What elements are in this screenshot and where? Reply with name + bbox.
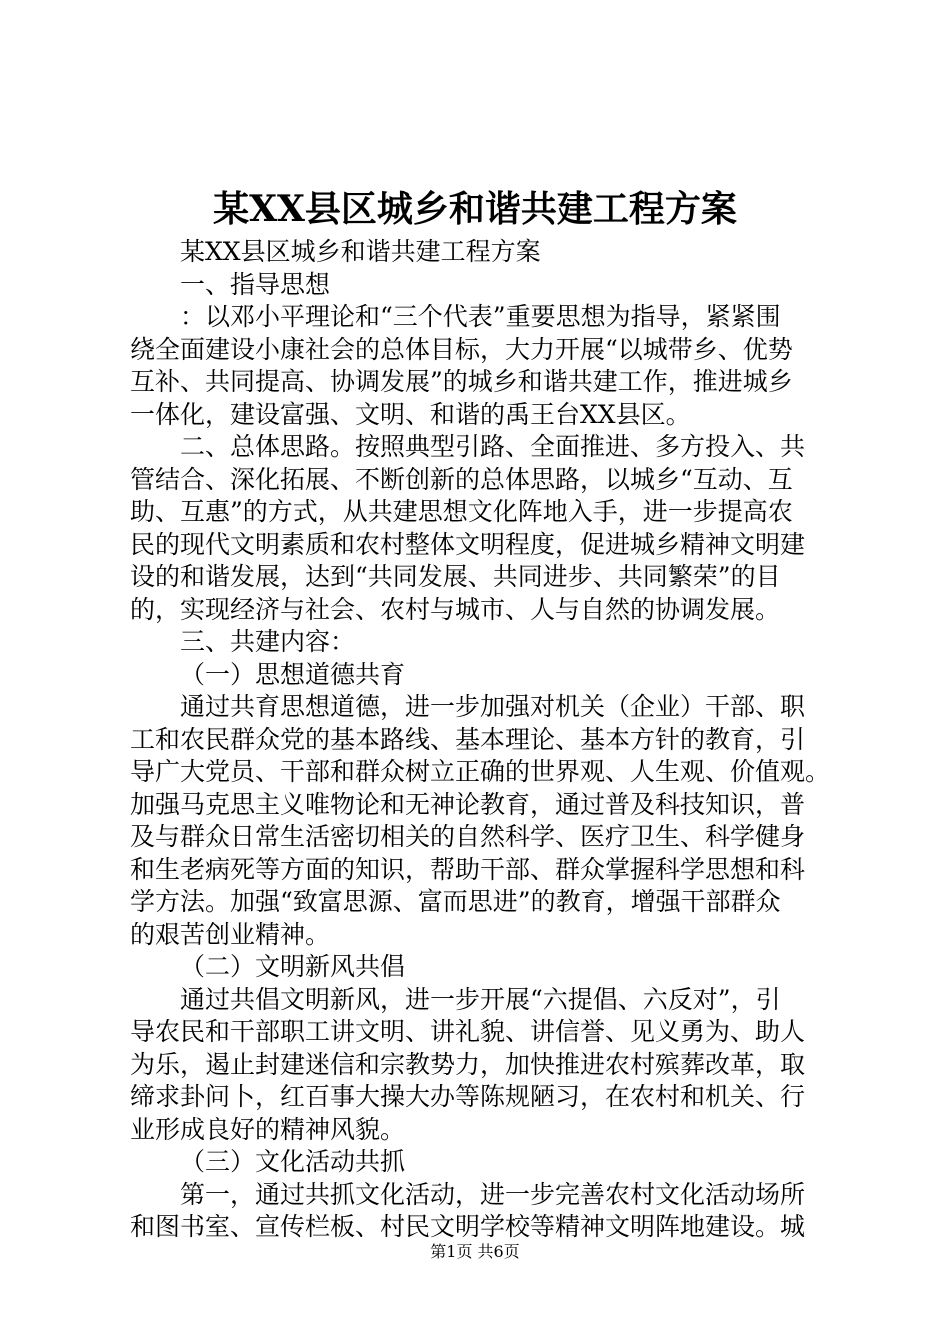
section-heading: 一、指导思想	[180, 269, 331, 299]
body-line: 第一，通过共抓文化活动，进一步完善农村文化活动场所	[180, 1179, 806, 1209]
body-line: 二、总体思路。按照典型引路、全面推进、多方投入、共	[180, 432, 806, 461]
body-line: 导农民和干部职工讲文明、讲礼貌、讲信誉、见义勇为、助人	[130, 1017, 806, 1046]
body-line: 绕全面建设小康社会的总体目标，大力开展“以城带乡、优势	[130, 334, 793, 364]
section-heading: 三、共建内容：	[180, 627, 356, 656]
body-line: 和图书室、宣传栏板、村民文明学校等精神文明阵地建设。城	[130, 1212, 806, 1241]
body-line: 加强马克思主义唯物论和无神论教育，通过普及科技知识，普	[130, 789, 806, 819]
body-line: 互补、共同提高、协调发展”的城乡和谐共建工作，推进城乡	[130, 367, 793, 396]
body-line: 导广大党员、干部和群众树立正确的世界观、人生观、价值观。	[130, 757, 831, 786]
document-body	[130, 236, 830, 1244]
body-line: ：以邓小平理论和“三个代表”重要思想为指导，紧紧围	[180, 302, 781, 331]
document-title: 某XX县区城乡和谐共建工程方案	[213, 188, 737, 230]
body-line: 为乐，遏止封建迷信和宗教势力，加快推进农村殡葬改革，取	[130, 1049, 806, 1079]
body-line: 学方法。加强“致富思源、富而思进”的教育，增强干部群众	[130, 887, 781, 916]
body-line: 缔求卦问卜，红百事大操大办等陈规陋习，在农村和机关、行	[130, 1082, 806, 1111]
body-line: 设的和谐发展，达到“共同发展、共同进步、共同繁荣”的目	[130, 562, 781, 591]
body-line: 的艰苦创业精神。	[130, 919, 331, 949]
body-line: 助、互惠”的方式，从共建思想文化阵地入手，进一步提高农	[130, 497, 793, 526]
subsection-heading: （三）文化活动共抓	[180, 1147, 406, 1176]
body-line: 业形成良好的精神风貌。	[130, 1114, 406, 1144]
body-line: 一体化，建设富强、文明、和谐的禹王台XX县区。	[130, 399, 691, 429]
body-line: 的，实现经济与社会、农村与城市、人与自然的协调发展。	[130, 594, 781, 624]
page-footer: 第1页 共6页	[430, 1242, 520, 1261]
subsection-heading: （一）思想道德共育	[180, 659, 406, 689]
body-line: 通过共育思想道德，进一步加强对机关（企业）干部、职	[180, 692, 806, 721]
body-line: 某XX县区城乡和谐共建工程方案	[180, 237, 541, 266]
body-line: 和生老病死等方面的知识，帮助干部、群众掌握科学思想和科	[130, 854, 806, 884]
body-line: 民的现代文明素质和农村整体文明程度，促进城乡精神文明建	[130, 529, 806, 559]
body-line: 管结合、深化拓展、不断创新的总体思路，以城乡“互动、互	[130, 464, 793, 494]
subsection-heading: （二）文明新风共倡	[180, 952, 406, 981]
body-line: 及与群众日常生活密切相关的自然科学、医疗卫生、科学健身	[130, 822, 806, 851]
body-line: 通过共倡文明新风，进一步开展“六提倡、六反对”，引	[180, 984, 781, 1014]
body-line: 工和农民群众党的基本路线、基本理论、基本方针的教育，引	[130, 724, 806, 754]
